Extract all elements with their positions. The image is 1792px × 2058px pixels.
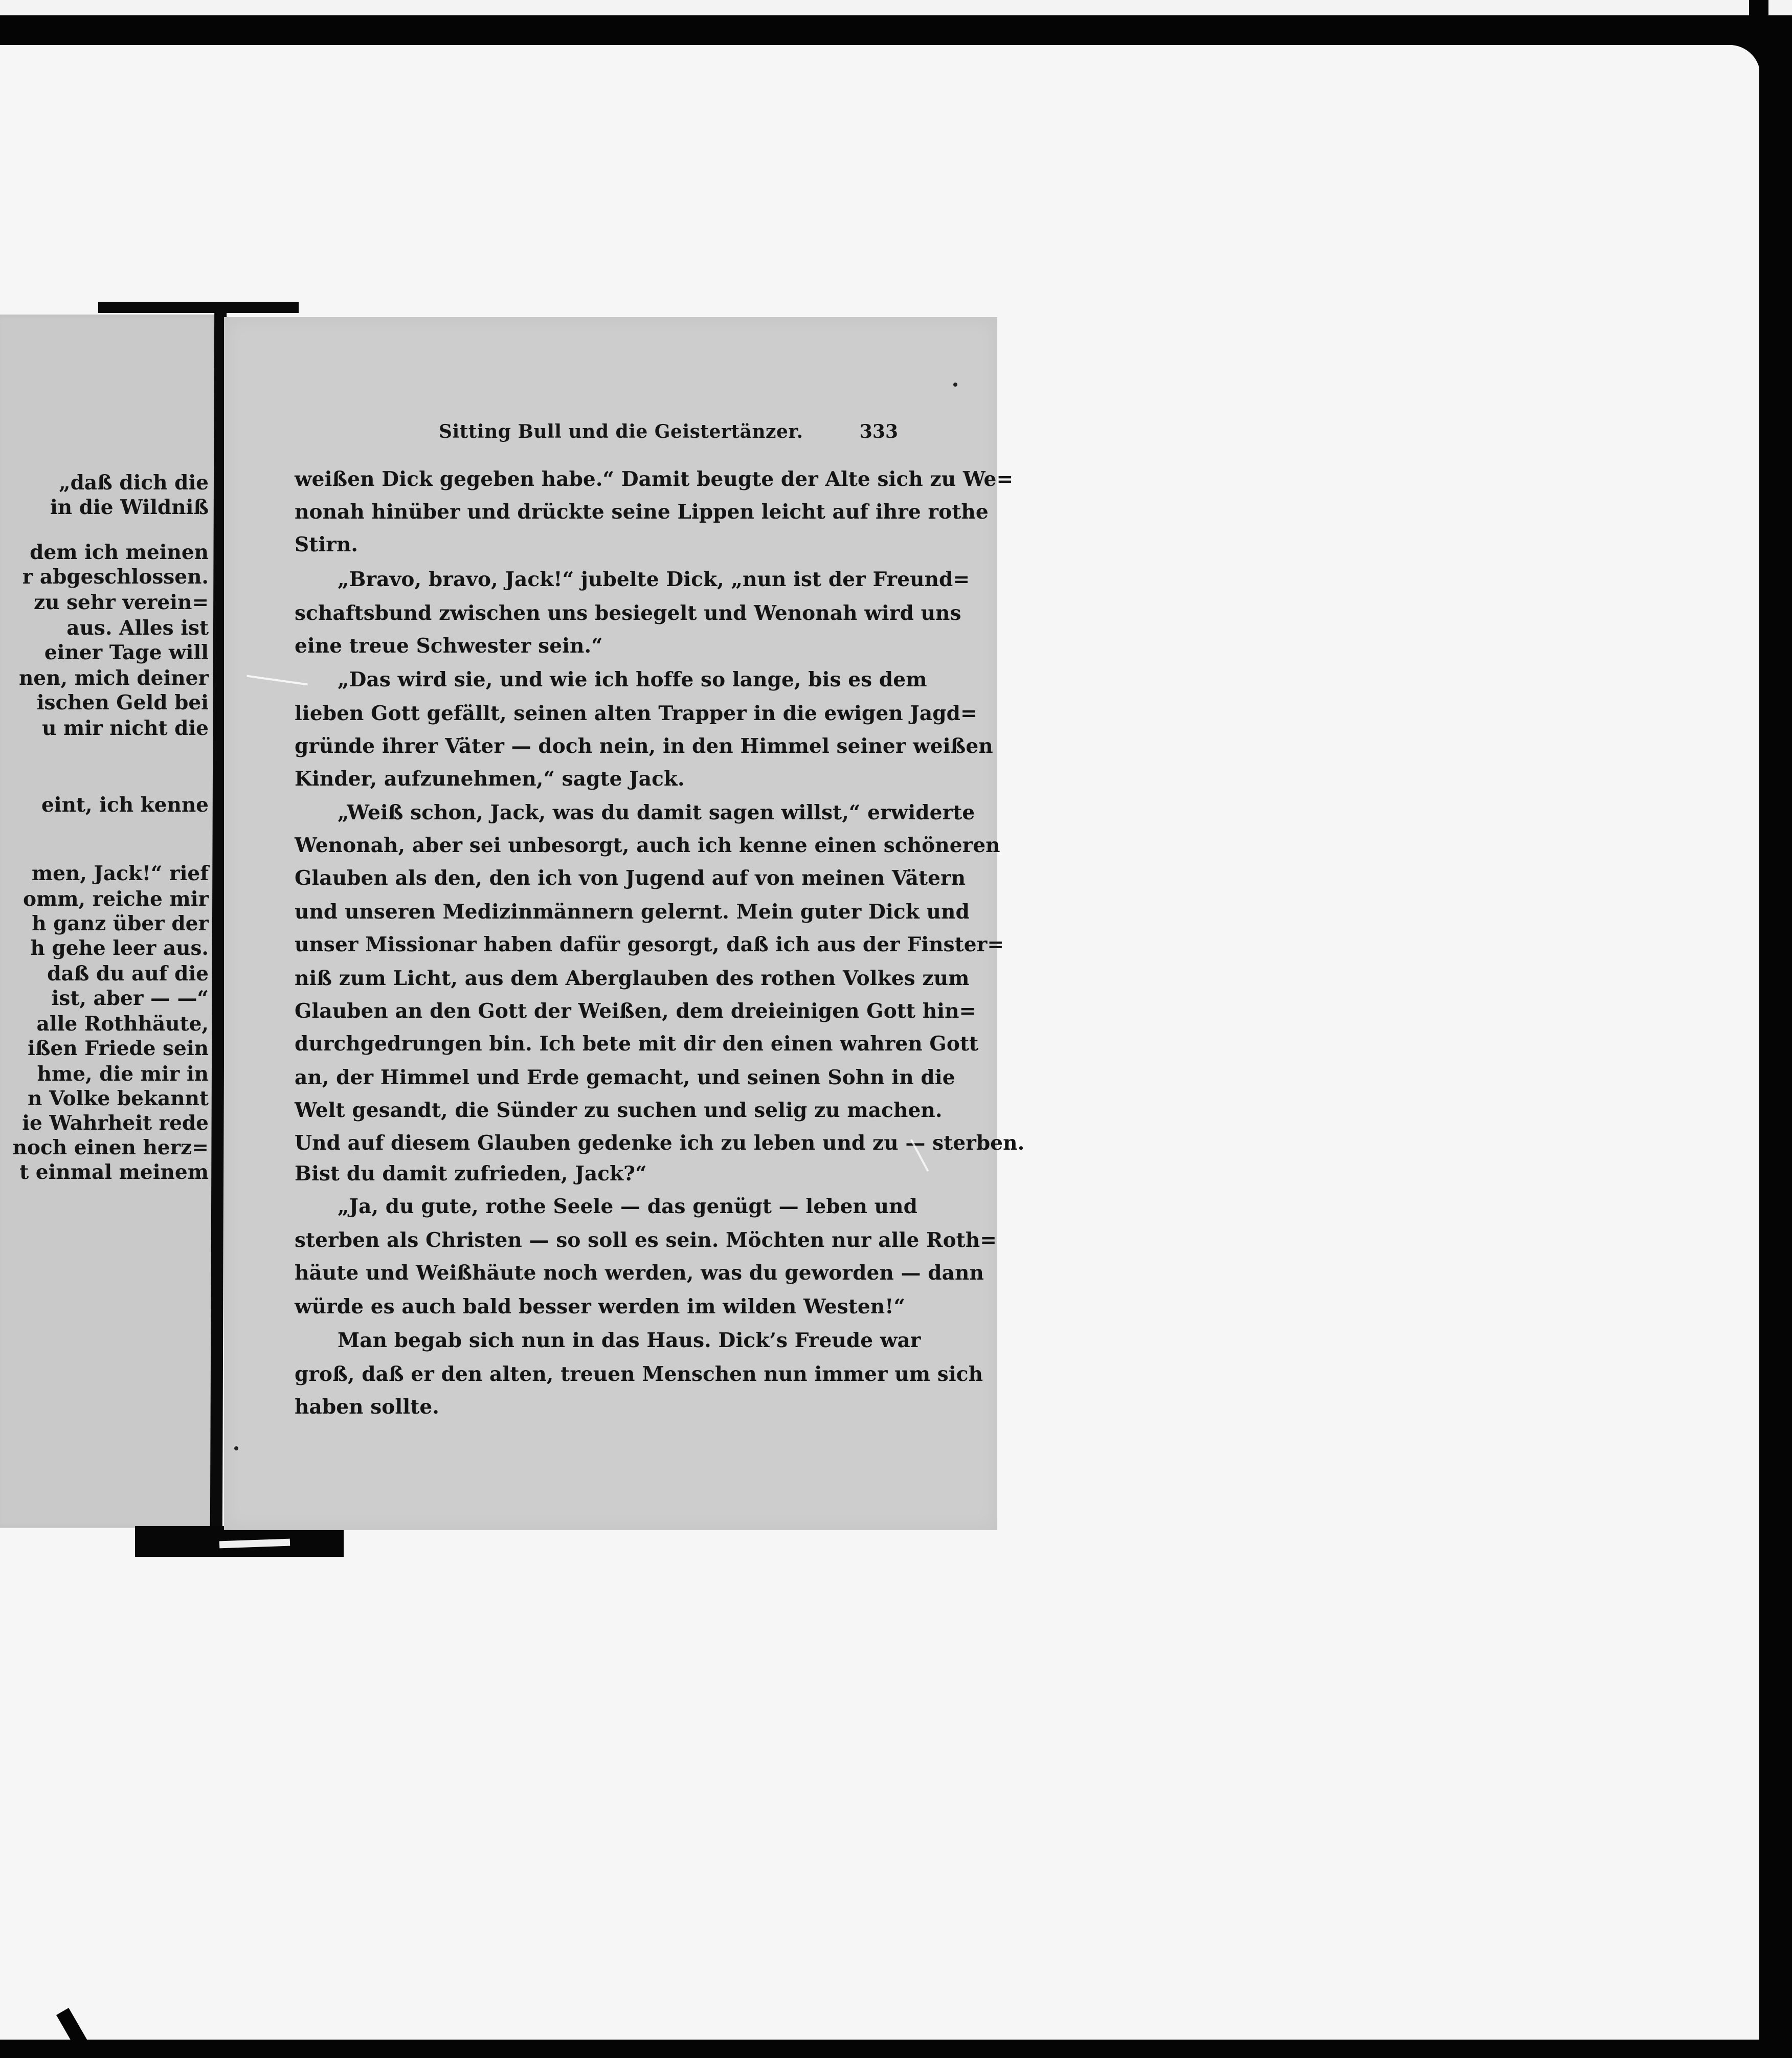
left-page-line: omm, reiche mir bbox=[23, 887, 209, 911]
left-page-line: ischen Geld bei bbox=[36, 691, 209, 714]
scan-top-strip-right bbox=[1768, 0, 1792, 15]
left-page-line: alle Rothhäute, bbox=[36, 1012, 209, 1036]
left-page-line: einer Tage will bbox=[44, 641, 209, 664]
page-number: 333 bbox=[859, 421, 898, 442]
running-head: Sitting Bull und die Geistertänzer. bbox=[439, 421, 803, 442]
text-line: an, der Himmel und Erde gemacht, und seinen Sohn in die bbox=[295, 1066, 955, 1089]
text-line: häute und Weißhäute noch werden, was du geworden — dann bbox=[295, 1261, 984, 1285]
scan-corner bbox=[1626, 45, 1759, 82]
left-page-line: n Volke bekannt bbox=[28, 1087, 209, 1110]
text-line: Kinder, aufzunehmen,“ sagte Jack. bbox=[295, 767, 685, 791]
text-line: Stirn. bbox=[295, 533, 359, 556]
left-page-line: zu sehr verein= bbox=[33, 591, 209, 614]
left-page-fragment bbox=[0, 315, 220, 1528]
text-line: gründe ihrer Väter — doch nein, in den Himmel seiner weißen bbox=[295, 734, 993, 758]
text-line: weißen Dick gegeben habe.“ Damit beugte der Alte sich zu We= bbox=[295, 467, 1014, 491]
text-line: Wenonah, aber sei unbesorgt, auch ich kenne einen schöneren bbox=[295, 834, 1000, 857]
left-page-line: dem ich meinen bbox=[30, 541, 209, 564]
text-line: und unseren Medizinmännern gelernt. Mein guter Dick und bbox=[295, 900, 970, 924]
right-scan-edge bbox=[1759, 61, 1792, 2058]
text-line: sterben als Christen — so soll es sein. Möchten nur alle Roth= bbox=[295, 1228, 997, 1252]
dust-mark bbox=[234, 1446, 238, 1450]
text-line: Bist du damit zufrieden, Jack?“ bbox=[295, 1162, 647, 1185]
left-page-line: ie Wahrheit rede bbox=[22, 1111, 209, 1135]
top-binding-shadow bbox=[98, 302, 299, 313]
text-line: „Ja, du gute, rothe Seele — das genügt — leben und bbox=[338, 1195, 917, 1218]
text-line: eine treue Schwester sein.“ bbox=[295, 634, 603, 658]
text-line: haben sollte. bbox=[295, 1395, 439, 1419]
text-line: „Das wird sie, und wie ich hoffe so lange, bis es dem bbox=[338, 668, 927, 691]
left-page-line: t einmal meinem bbox=[19, 1160, 209, 1184]
text-line: Welt gesandt, die Sünder zu suchen und selig zu machen. bbox=[295, 1099, 943, 1122]
text-line: würde es auch bald besser werden im wilden Westen!“ bbox=[295, 1295, 905, 1318]
text-line: schaftsbund zwischen uns besiegelt und Wenonah wird uns bbox=[295, 601, 961, 625]
left-page-line: daß du auf die bbox=[47, 962, 209, 986]
text-line: Glauben als den, den ich von Jugend auf von meinen Vätern bbox=[295, 866, 966, 890]
left-page-line: ist, aber — —“ bbox=[51, 987, 209, 1010]
text-line: Und auf diesem Glauben gedenke ich zu leben und zu — sterben. bbox=[295, 1131, 1025, 1155]
text-line: „Bravo, bravo, Jack!“ jubelte Dick, „nun ist der Freund= bbox=[338, 568, 970, 591]
main-book-page bbox=[224, 317, 1025, 1530]
left-page-line: h ganz über der bbox=[32, 912, 209, 935]
text-line: lieben Gott gefällt, seinen alten Trapper in die ewigen Jagd= bbox=[295, 702, 977, 725]
left-page-line: h gehe leer aus. bbox=[30, 936, 209, 960]
dust-mark bbox=[953, 383, 957, 387]
text-line: Man begab sich nun in das Haus. Dick’s Freude war bbox=[338, 1329, 921, 1352]
left-page-line: eint, ich kenne bbox=[41, 793, 209, 817]
text-line: niß zum Licht, aus dem Aberglauben des rothen Volkes zum bbox=[295, 967, 970, 990]
left-page-line: r abgeschlossen. bbox=[22, 565, 209, 589]
text-line: nonah hinüber und drückte seine Lippen leicht auf ihre rothe bbox=[295, 500, 989, 524]
text-line: Glauben an den Gott der Weißen, dem dreieinigen Gott hin= bbox=[295, 999, 976, 1023]
left-page-line: „daß dich die bbox=[59, 471, 209, 495]
text-line: unser Missionar haben dafür gesorgt, daß ich aus der Finster= bbox=[295, 933, 1004, 956]
left-page-line: men, Jack!“ rief bbox=[31, 862, 209, 885]
text-line: groß, daß er den alten, treuen Menschen nun immer um sich bbox=[295, 1362, 983, 1386]
left-page-line: nen, mich deiner bbox=[18, 666, 209, 690]
left-page-line: hme, die mir in bbox=[37, 1062, 209, 1086]
left-page-line: aus. Alles ist bbox=[66, 616, 209, 640]
left-page-line: noch einen herz= bbox=[12, 1136, 209, 1159]
text-line: „Weiß schon, Jack, was du damit sagen willst,“ erwiderte bbox=[338, 801, 975, 824]
text-line: durchgedrungen bin. Ich bete mit dir den einen wahren Gott bbox=[295, 1032, 979, 1056]
scan-top-strip bbox=[0, 0, 1749, 15]
left-page-line: in die Wildniß bbox=[50, 496, 209, 519]
left-page-line: u mir nicht die bbox=[42, 717, 209, 740]
left-page-line: ißen Friede sein bbox=[28, 1037, 209, 1060]
